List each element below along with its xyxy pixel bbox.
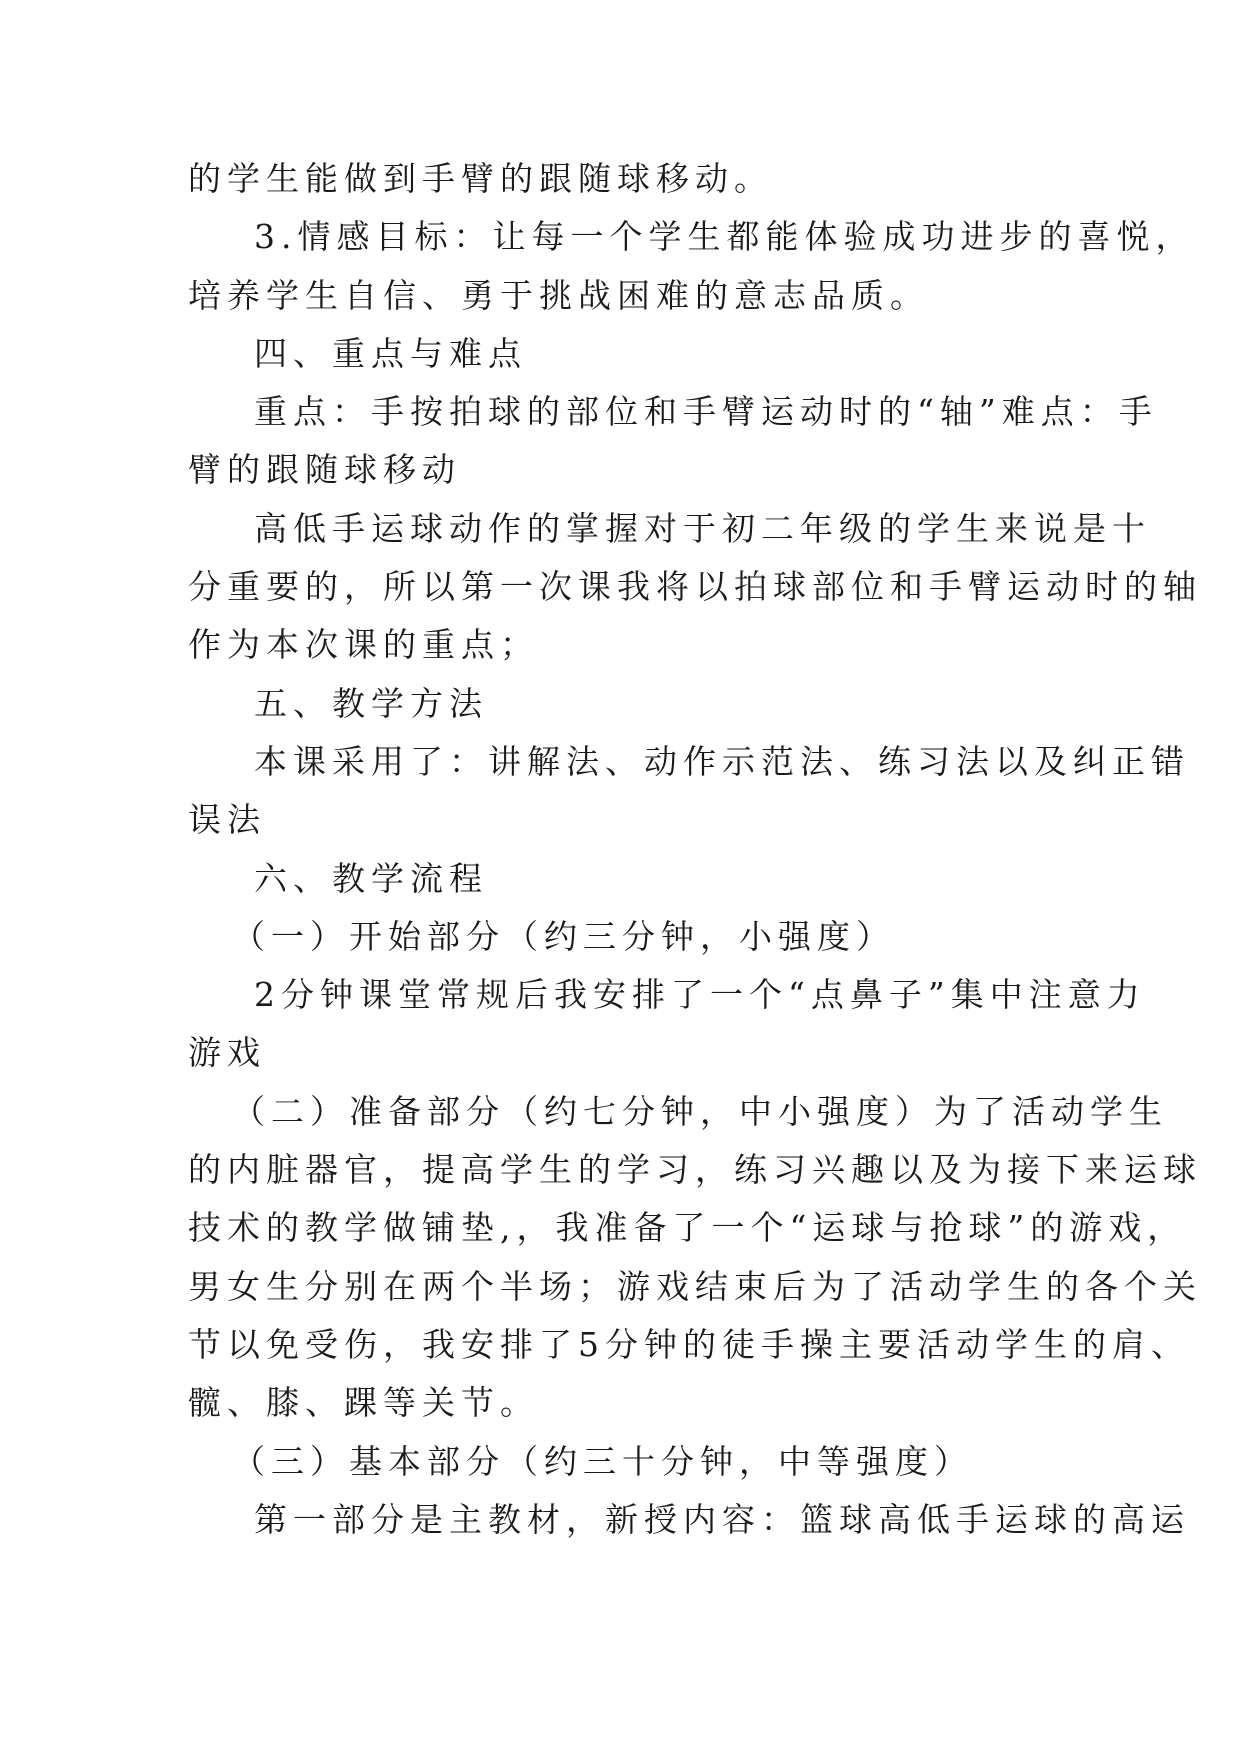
text-line: 作为本次课的重点； xyxy=(188,625,539,665)
section-heading: 六、教学流程 xyxy=(254,858,488,898)
text-line: 节以免受伤，我安排了5分钟的徒手操主要活动学生的肩、 xyxy=(188,1324,1190,1364)
text-line: 3.情感目标：让每一个学生都能体验成功进步的喜悦， xyxy=(254,217,1195,257)
text-line: 2分钟课堂常规后我安排了一个“点鼻子”集中注意力 xyxy=(254,975,1146,1015)
text-line: 技术的教学做铺垫,，我准备了一个“运球与抢球”的游戏， xyxy=(188,1208,1187,1248)
section-heading: 五、教学方法 xyxy=(254,683,488,723)
text-line: 第一部分是主教材，新授内容：篮球高低手运球的高运 xyxy=(254,1499,1190,1539)
text-line: 的学生能做到手臂的跟随球移动。 xyxy=(188,159,773,198)
text-line: 重点：手按拍球的部位和手臂运动时的“轴”难点：手 xyxy=(254,392,1158,432)
document-body xyxy=(188,150,1202,1549)
text-line: 培养学生自信、勇于挑战困难的意志品质。 xyxy=(188,275,929,315)
text-line: 游戏 xyxy=(188,1033,266,1073)
text-line: 男女生分别在两个半场；游戏结束后为了活动学生的各个关 xyxy=(188,1266,1202,1306)
subsection-heading: （三）基本部分（约三十分钟，中等强度） xyxy=(232,1441,973,1481)
section-heading: 四、重点与难点 xyxy=(254,333,527,373)
text-line: 的内脏器官，提高学生的学习，练习兴趣以及为接下来运球 xyxy=(188,1150,1202,1190)
text-line: 髋、膝、踝等关节。 xyxy=(188,1383,539,1423)
text-line: 本课采用了：讲解法、动作示范法、练习法以及纠正错 xyxy=(254,741,1190,781)
text-line: 高低手运球动作的掌握对于初二年级的学生来说是十 xyxy=(254,508,1151,548)
subsection-heading: （二）准备部分（约七分钟，中小强度）为了活动学生 xyxy=(232,1091,1168,1131)
text-line: 误法 xyxy=(188,800,266,840)
text-line: 臂的跟随球移动 xyxy=(188,450,461,490)
text-line: 分重要的，所以第一次课我将以拍球部位和手臂运动时的轴 xyxy=(188,567,1202,607)
subsection-heading: （一）开始部分（约三分钟，小强度） xyxy=(232,916,895,956)
